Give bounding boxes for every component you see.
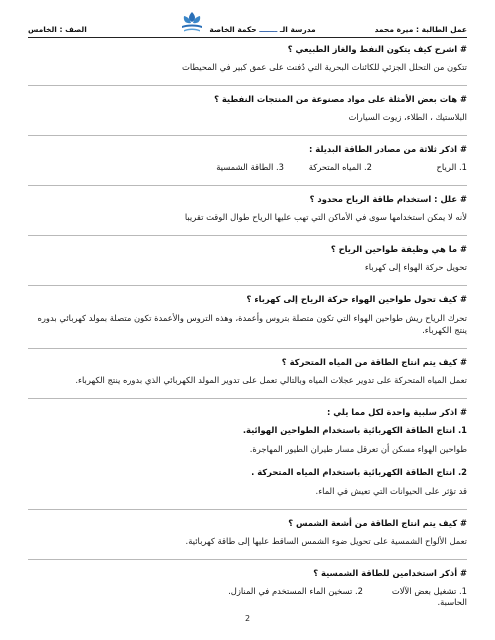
divider	[28, 85, 467, 86]
question-4: # علل : استخدام طاقة الرياح محدود ؟	[309, 194, 467, 204]
option-moving-water: 2. المياه المتحركة	[308, 162, 372, 172]
question-6: # كيف تحول طواحين الهواء حركة الرياح إلى كهرباء ؟	[246, 294, 467, 304]
answer-5: تحويل حركة الهواء إلى كهرباء	[364, 262, 467, 272]
answer-10: تعمل الألواح الشمسية على تحويل ضوء الشمس الساقط عليها إلى طاقة كهربائية.	[185, 536, 467, 546]
option-solar: 3. الطاقة الشمسية	[216, 162, 284, 172]
school-name: مدرسة الـ ـــــــ حكمة الخاصة	[209, 25, 316, 34]
divider	[28, 559, 467, 560]
question-3: # اذكر ثلاثة من مصادر الطاقة البديلة :	[309, 144, 467, 154]
divider	[28, 135, 467, 136]
grade-label: الصف : الخامس	[28, 25, 87, 34]
question-9: # كيف يتم انتاج الطاقة من أشعة الشمس ؟	[288, 518, 467, 528]
question-7: # كيف يتم انتاج الطاقة من المياه المتحركة ؟	[281, 357, 467, 367]
answer-6: تحرك الرياح ريش طواحين الهواء التي تكون متصلة بتروس وأعمدة، وهذه التروس والأعمدة تكون متصلة بمولد كهربائي بدوره ينتج الكهرباء.	[37, 313, 467, 335]
answer-9: قد تؤثر على الحيوانات التي تعيش في الماء.	[315, 486, 467, 496]
divider	[28, 509, 467, 510]
use-2: 2. تسخين الماء المستخدم في المنازل.	[228, 586, 363, 596]
question-2: # هات بعض الأمثلة على مواد مصنوعة من المنتجات النفطية ؟	[214, 94, 467, 104]
student-name: عمل الطالبة : ميرة محمد	[374, 25, 467, 34]
solar-uses	[28, 586, 467, 608]
divider	[28, 348, 467, 349]
answer-8: طواحين الهواء مسكن أن تعرقل مسار طيران الطيور المهاجرة.	[249, 444, 467, 454]
divider	[28, 185, 467, 186]
school-logo-icon	[179, 10, 205, 34]
qa-content	[28, 44, 467, 608]
school-block	[179, 10, 315, 34]
use-1: 1. تشغيل بعض الآلات الحاسبة.	[391, 586, 467, 607]
alternative-energy-options	[28, 162, 467, 173]
answer-7: تعمل المياه المتحركة على تدوير عجلات المياه وبالتالي تعمل على تدوير المولد الكهربائي الذي بدوره ينتج الكهرباء.	[75, 375, 467, 385]
question-5: # ما هي وظيفة طواحين الرياح ؟	[330, 244, 467, 254]
divider	[28, 235, 467, 236]
answer-1: تتكون من التحلل الجزئي للكائنات البحرية التي دُفنت على عمق كبير في المحيطات	[181, 62, 467, 72]
divider	[28, 285, 467, 286]
answer-4: لأنه لا يمكن استخدامها سوى في الأماكن التي تهب عليها الرياح طوال الوقت تقريبا	[184, 212, 467, 222]
question-1: # اشرح كيف يتكون النفط والغاز الطبيعي ؟	[287, 44, 467, 54]
sub-question-2: 2. انتاج الطاقة الكهربائية باستخدام المياه المتحركة .	[251, 467, 467, 477]
header-divider	[28, 37, 467, 38]
question-10: # أذكر استخدامين للطاقة الشمسية ؟	[313, 568, 467, 578]
page-number: 2	[244, 614, 251, 623]
page-header	[28, 4, 467, 34]
answer-2: البلاستيك ، الطلاء، زيوت السيارات	[348, 112, 467, 122]
question-8: # اذكر سلبية واحدة لكل مما يلي :	[327, 407, 467, 417]
option-wind: 1. الرياح	[436, 162, 467, 172]
divider	[28, 398, 467, 399]
sub-question-1: 1. انتاج الطاقة الكهربائية باستخدام الطواحين الهوائية.	[242, 425, 467, 435]
